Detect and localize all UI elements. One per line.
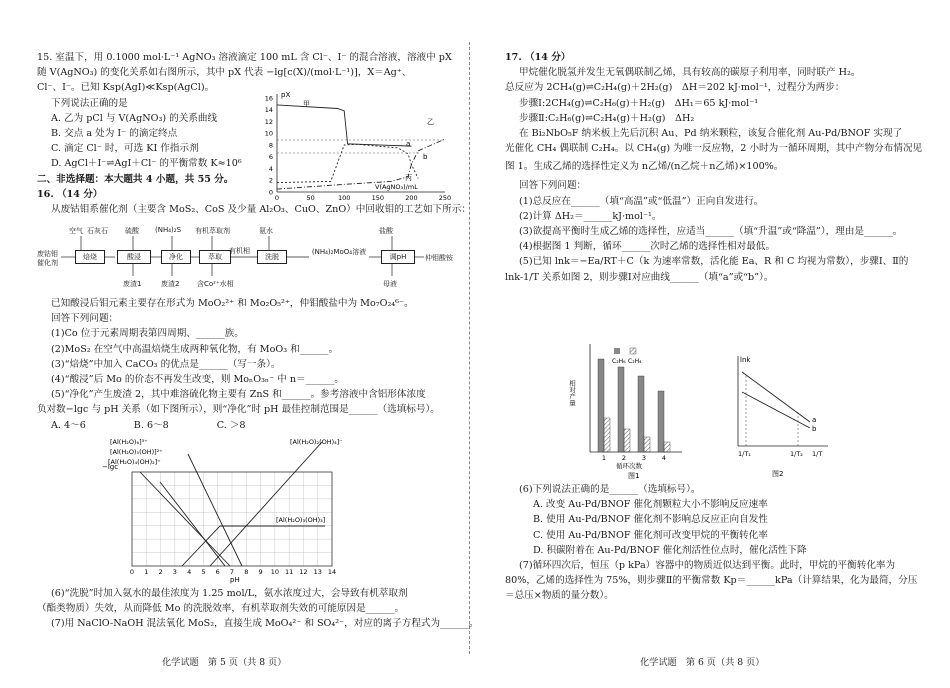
fig1-bar-c2h4 xyxy=(624,429,630,452)
chart15-ytick: 6 xyxy=(268,153,273,162)
q17-part-7c: ＝总压×物质的量分数）。 xyxy=(505,590,614,602)
q16-part-5-choices: A. 4～6 B. 6～8 C. ＞8 xyxy=(51,419,246,431)
q17-part-5a: (5)已知 lnk＝−Ea/RT＋C（k 为速率常数，活化能 Ea、R 和 C 均视为常数），步骤Ⅰ、Ⅱ的 xyxy=(519,256,909,268)
fig1-legend-swatch-c2h4 xyxy=(630,348,636,354)
q17-part-2: (2)计算 ΔH₂＝______kJ·mol⁻¹。 xyxy=(519,210,662,222)
q15-option-d: D. AgCl＋I⁻⇌AgI＋Cl⁻ 的平衡常数 K≈10⁶ xyxy=(51,158,242,170)
chart16-species-3: [Al(H₂O)₄(OH)₂]⁺ xyxy=(108,458,161,466)
fig1-xtick: 1 xyxy=(601,454,607,462)
q15-option-a: A. 乙为 pCl 与 V(AgNO₃) 的关系曲线 xyxy=(51,112,218,124)
flow-hcl: 盐酸 xyxy=(379,227,393,235)
q16-part-5b: 负对数−lgc 与 pH 关系（如下图所示），则“净化”时 pH 最佳控制范围是______（选填标号）。 xyxy=(37,404,440,416)
chart16-curve-al1 xyxy=(140,472,230,566)
q17-part-3: (3)欲提高平衡时生成乙烯的选择性，应适当______（填“升温”或“降温”），理由是______。 xyxy=(519,226,903,238)
fig2-t2: 1/T₂ xyxy=(790,450,803,458)
chart15-xtick: 250 xyxy=(438,194,452,202)
chart15-axes xyxy=(277,94,445,192)
q15-option-c: C. 滴定 Cl⁻ 时，可选 KI 作指示剂 xyxy=(51,143,199,155)
q17-part-6-c: C. 使用 Au-Pd/BNOF 催化剂可改变甲烷的平衡转化率 xyxy=(533,529,768,541)
chart15-xlabel: V(AgNO₃)/mL xyxy=(375,183,418,191)
q16-info: 已知酸浸后钼元素主要存在形式为 MoO₂²⁺ 和 Mo₂O₅²⁺，仲钼酸盐中为 Mo₇O₂₄⁶⁻。 xyxy=(51,298,414,309)
fig1-xtick: 3 xyxy=(641,454,647,462)
q17-line-4: 步骤Ⅱ:C₂H₆(g)⇌C₂H₄(g)＋H₂(g) ΔH₂ xyxy=(519,112,695,124)
chart16-xtick: 13 xyxy=(313,568,322,576)
flow-step-purify: 净化 xyxy=(161,250,191,264)
chart15-point-a: a xyxy=(406,140,411,148)
chart16-xtick: 5 xyxy=(201,568,206,576)
q17-line-7: 图 1。生成乙烯的选择性定义为 n乙烯/(n乙烷＋n乙烯)×100%。 xyxy=(505,161,784,173)
left-page-footer: 化学试题 第 5 页（共 8 页） xyxy=(162,657,287,668)
chart16-xtick: 9 xyxy=(258,568,263,576)
fig1-legend-c2h6: C₂H₆ xyxy=(612,358,626,365)
flow-step-acid-leach: 酸浸 xyxy=(117,250,151,264)
q16-part-7: (7)用 NaClO-NaOH 混法氧化 MoS₂，直接生成 MoO₄²⁻ 和 SO₄²⁻，对应的离子方程式为______。 xyxy=(51,618,479,630)
chart16-x-ticks xyxy=(130,568,336,576)
chart15-ytick: 10 xyxy=(264,129,273,138)
q16-part-6b: （酯类物质）失效，从而降低 Mo 的洗脱效率，有机萃取剂失效的可能原因是______。 xyxy=(37,603,405,615)
q16-part-6a: (6)“洗脱”时加入氨水的最佳浓度为 1.25 mol/L，氨水浓度过大，会导致有机萃取剂 xyxy=(51,588,408,599)
chart15-xtick: 100 xyxy=(337,194,351,202)
q17-part-6-d: D. 积碳附着在 Au-Pd/BNOF 催化剂活性位点时，催化活性下降 xyxy=(533,544,807,556)
flow-waste-2: 废渣2 xyxy=(161,280,180,288)
q17-part-7a: (7)循环四次后，恒压（p kPa）容器中的物质近似达到平衡。此时，甲烷的平衡转化率为 xyxy=(519,560,896,572)
chart16-xtick: 4 xyxy=(187,568,192,576)
chart15-ytick: 2 xyxy=(268,176,273,185)
pX-titration-chart xyxy=(255,88,455,206)
chart15-x-ticks xyxy=(275,194,451,202)
q17-line-1: 甲烷催化脱氢并发生无氧偶联制乙烯，具有较高的碳原子利用率，同时联产 H₂。 xyxy=(519,67,861,79)
fig1-x-ticks xyxy=(602,454,666,462)
fig1-bar-chart xyxy=(570,340,690,478)
chart16-xtick: 6 xyxy=(215,568,220,576)
chart15-ytick: 16 xyxy=(264,94,273,103)
chart15-series-3 xyxy=(277,139,445,189)
chart16-xtick: 12 xyxy=(299,568,308,576)
flow-org-extractant: 有机萃取剂 xyxy=(195,227,230,235)
fig1-bar-c2h4 xyxy=(604,418,610,452)
q15-prompt: 下列说法正确的是 xyxy=(51,97,128,109)
q16-questions xyxy=(37,296,467,433)
flow-mother-liquor: 母液 xyxy=(383,280,397,288)
fig1-bar-c2h6 xyxy=(658,391,664,452)
chart15-label-bing: 丙 xyxy=(405,174,412,182)
fig1-xlabel: 循环次数 xyxy=(616,462,642,470)
fig2-label-b: b xyxy=(812,425,817,433)
q17-part-7b: 80%，乙烯的选择性为 75%，则步骤Ⅱ的平衡常数 Kp＝______kPa（计算结果，化为最简，分压 xyxy=(505,575,918,587)
fig1-ylabel: 相对产量 xyxy=(568,380,576,406)
chart15-ytick: 0 xyxy=(268,188,273,197)
flow-step-elute: 洗脱 xyxy=(257,250,287,264)
chart16-xtick: 0 xyxy=(129,568,135,576)
chart15-series-2 xyxy=(277,144,418,182)
fig1-bar-c2h6 xyxy=(598,359,604,452)
flow-organic-phase: 有机相 xyxy=(229,247,250,255)
chart15-y-ticks xyxy=(265,94,273,196)
q17-line-5: 在 Bi₂NbO₅F 纳米板上先后沉积 Au、Pd 纳米颗粒，该复合催化剂 Au-Pd/BNOF 实现了 xyxy=(519,128,903,140)
q17-line-6: 光催化 CH₄ 偶联制 C₂H₄。以 CH₄(g) 为唯一反应物，2 小时为一循环周期，其中产物分布情况见 xyxy=(505,143,923,155)
fig2-ylabel: lnk xyxy=(740,356,751,364)
chart15-xtick: 50 xyxy=(306,194,315,202)
flow-product: 仲钼酸铵 xyxy=(425,254,453,262)
flow-step-extract: 萃取 xyxy=(199,250,231,264)
fig1-xtick: 2 xyxy=(621,454,627,462)
flow-step-roast: 焙烧 xyxy=(75,250,105,264)
q15-option-b: B. 交点 a 处为 I⁻ 的滴定终点 xyxy=(51,128,178,140)
al-species-chart xyxy=(100,432,350,584)
chart15-xtick: 150 xyxy=(371,194,385,202)
fig1-bars xyxy=(598,359,670,452)
q17-part-6-b: B. 使用 Au-Pd/BNOF 催化剂不影响总反应正向自发性 xyxy=(533,514,768,526)
chart16-curve-al2 xyxy=(188,454,242,566)
q17-answer-prompt: 回答下列问题： xyxy=(519,180,587,192)
q16-part-5a: (5)“净化”产生废渣 2，其中难溶硫化物主要有 ZnS 和______。参考溶液中含铝形体浓度 xyxy=(51,389,426,401)
fig2-caption: 图2 xyxy=(772,470,784,478)
q17-part-4: (4)根据图 1 判断，循环______次时乙烯的选择性相对最低。 xyxy=(519,241,776,253)
q16-flowchart xyxy=(37,226,462,296)
q17-part-6-a: A. 改变 Au-Pd/BNOF 催化剂颗粒大小不影响反应速率 xyxy=(533,499,768,511)
chart16-xtick: 11 xyxy=(285,568,294,576)
chart16-xtick: 10 xyxy=(270,568,279,576)
chart16-xtick: 8 xyxy=(244,568,249,576)
chart15-ytick: 8 xyxy=(268,141,273,150)
q17-tail xyxy=(505,482,935,604)
flow-co-aqueous: 含Co²⁺水相 xyxy=(197,280,234,288)
chart15-xtick: 200 xyxy=(405,194,418,202)
fig1-caption: 图1 xyxy=(628,472,640,480)
chart15-ytick: 4 xyxy=(268,164,273,173)
fig2-xlabel: 1/T xyxy=(812,450,823,458)
chart16-curve-al3 xyxy=(160,482,225,566)
q16-tail xyxy=(37,586,479,632)
fig1-xtick: 4 xyxy=(661,454,667,462)
fig1-bar-c2h6 xyxy=(638,376,644,452)
q16-answer-prompt: 回答下列问题： xyxy=(51,313,119,325)
chart15-ylabel: pX xyxy=(281,91,291,99)
chart16-species-2: [Al(H₂O)₅(OH)]²⁺ xyxy=(110,448,163,456)
chart16-xlabel: pH xyxy=(230,576,240,584)
flow-solution: (NH₄)₂MoO₄溶液 xyxy=(311,248,367,256)
chart15-point-b: b xyxy=(423,153,428,161)
flow-acid: 硫酸 xyxy=(125,227,139,235)
chart16-species-4: [Al(H₂O)₂(OH)₄]⁻ xyxy=(290,438,343,446)
chart15-label-yi: 乙 xyxy=(427,118,434,126)
flow-waste-1: 废渣1 xyxy=(123,280,142,288)
fig1-legend-swatch-c2h6 xyxy=(614,348,620,354)
chart16-curve-alm xyxy=(210,442,322,566)
fig2-label-a: a xyxy=(812,416,817,424)
q17-heading: 17. （14 分） xyxy=(505,52,571,63)
chart16-xtick: 7 xyxy=(229,568,235,576)
right-page-footer: 化学试题 第 6 页（共 8 页） xyxy=(640,657,765,668)
fig2-t1: 1/T₁ xyxy=(738,450,751,458)
fig1-bar-c2h4 xyxy=(664,442,670,452)
fig1-bar-c2h6 xyxy=(618,367,624,452)
chart16-xtick: 2 xyxy=(158,568,163,576)
chart16-xtick: 1 xyxy=(144,568,149,576)
q17-line-3: 步骤Ⅰ:2CH₄(g)⇌C₂H₆(g)＋H₂(g) ΔH₁＝65 kJ·mol⁻¹ xyxy=(519,97,759,109)
section-2-heading: 二、非选择题：本大题共 4 小题，共 55 分。 xyxy=(37,173,234,185)
q15-stem-1: 15. 室温下，用 0.1000 mol·L⁻¹ AgNO₃ 溶液滴定 100 mL 含 Cl⁻、I⁻ 的混合溶液，溶液中 pX xyxy=(37,52,452,63)
q16-part-1: (1)Co 位于元素周期表第四周期、______族。 xyxy=(51,328,244,340)
q17-part-6: (6)下列说法正确的是______（选填标号）。 xyxy=(519,484,701,495)
fig1-bar-c2h4 xyxy=(644,437,650,452)
flow-source: 废钴钼催化剂 xyxy=(37,250,58,267)
flow-ammonia: 氨水 xyxy=(259,227,273,235)
fig1-legend-c2h4: C₂H₄ xyxy=(628,358,642,365)
q16-intro: 从废钴钼系催化剂（主要含 MoS₂、CoS 及少量 Al₂O₃、CuO、ZnO）中回收钼的工艺如下所示： xyxy=(51,204,471,216)
chart16-curves xyxy=(140,442,325,566)
chart16-xtick: 3 xyxy=(172,568,177,576)
q16-part-3: (3)“焙烧”中加入 CaCO₃ 的优点是______（写一条）。 xyxy=(51,358,281,370)
chart15-ytick: 14 xyxy=(264,106,273,115)
q17-part-1: (1)总反应在______（填“高温”或“低温”）正向自发进行。 xyxy=(519,195,764,207)
chart16-species-5: [Al(H₂O)₃(OH)₃] xyxy=(276,516,326,524)
flow-lime: 石灰石 xyxy=(87,227,108,235)
q16-heading: 16. （14 分） xyxy=(37,188,103,200)
q15-stem-3: Cl⁻、I⁻。已知 Ksp(AgI)≪Ksp(AgCl)。 xyxy=(37,82,215,94)
chart16-ylabel: −lgc xyxy=(102,463,119,471)
chart16-species-1: [Al(H₂O)₆]³⁺ xyxy=(110,438,148,446)
chart15-label-jia: 甲 xyxy=(303,100,310,108)
chart15-series xyxy=(277,105,445,189)
fig2-lnk-chart xyxy=(728,350,832,478)
q16-part-2: (2)MoS₂ 在空气中高温焙烧生成两种氧化物，有 MoO₃ 和______。 xyxy=(51,343,339,355)
chart15-xtick: 0 xyxy=(274,194,280,202)
q17-part-5b: lnk-1/T 关系如图 2，则步骤Ⅰ对应曲线______（填“a”或“b”）。 xyxy=(505,271,774,283)
chart16-xtick: 14 xyxy=(327,568,337,576)
flow-nh4s: (NH₄)₂S xyxy=(155,226,182,234)
q17-line-2: 总反应为 2CH₄(g)⇌C₂H₄(g)＋2H₂(g) ΔH＝202 kJ·mol⁻¹，过程分为两步： xyxy=(505,82,845,94)
q15-stem-2: 随 V(AgNO₃) 的变化关系如右图所示，其中 pX 代表 −lg[c(X)/(mol·L⁻¹)]，X＝Ag⁺、 xyxy=(37,67,412,79)
flow-step-adjust-ph: 调pH xyxy=(381,250,415,264)
flow-air: 空气 xyxy=(69,227,83,235)
chart15-ytick: 12 xyxy=(264,117,273,126)
q16-part-4: (4)“酸浸”后 Mo 的价态不再发生改变，则 MoₙO₃ₙ⁻ 中 n＝______。 xyxy=(51,374,344,386)
